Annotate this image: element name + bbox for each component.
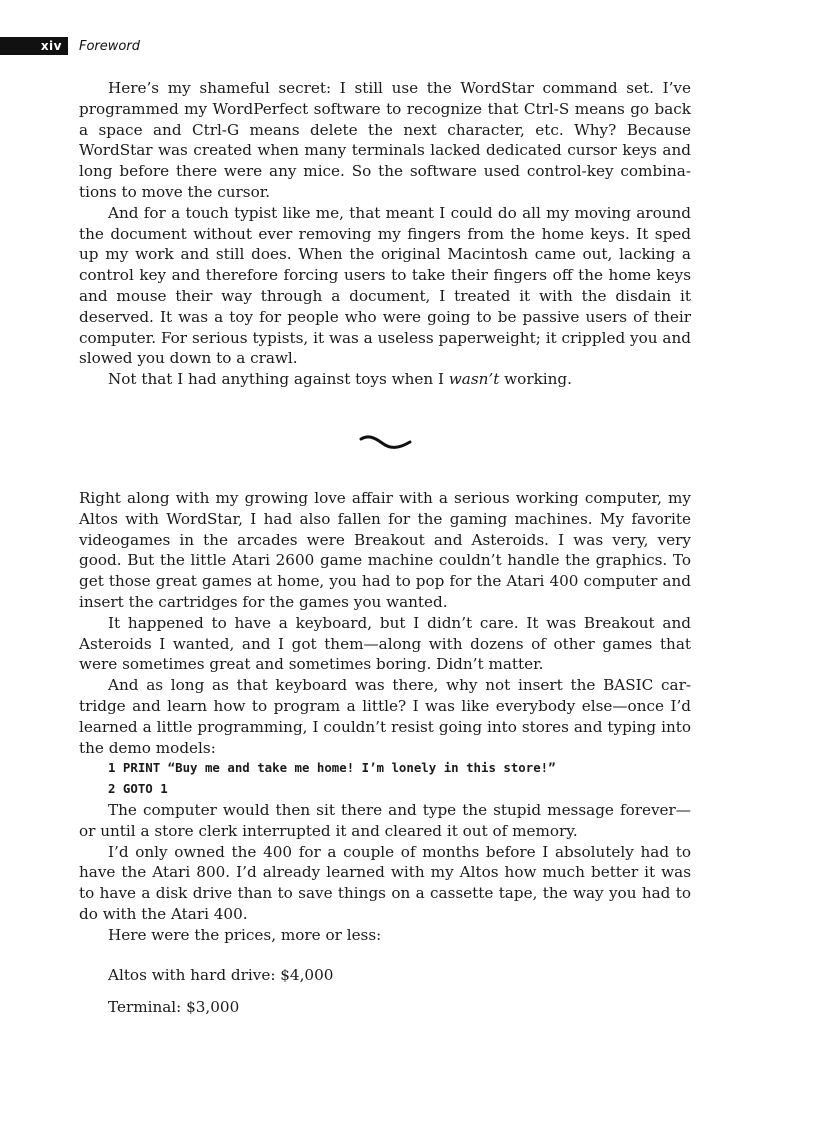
- swash-divider-icon: [358, 433, 414, 451]
- paragraph: Right along with my growing love affair with a serious working computer, my Altos with WordStar, I had also fallen for the gaming machines. My favorite videogames in the arcades were Breakout and Asteroids. I was very, very good. But the little Atari 2600 game machine couldn’t handle the graphics. To get those great games at home, you had to pop for the Atari 400 computer and insert the cartridges for the games you wanted.: [79, 489, 691, 611]
- paragraph: I’d only owned the 400 for a couple of months before I absolutely had to have the Atari 800. I’d already learned with my Altos how much better it was to have a disk drive than to save things on a cassette tape, the way you had to do with the Atari 400.: [79, 842, 691, 923]
- paragraph-text: Not that I had anything against toys when I: [108, 370, 449, 389]
- text-block-2: [79, 488, 691, 946]
- section-title: Foreword: [79, 38, 140, 54]
- code-line: 1 PRINT “Buy me and take me home! I’m lonely in this store!”: [108, 760, 556, 776]
- paragraph: [79, 369, 691, 390]
- running-head: [0, 37, 140, 55]
- paragraph: Here’s my shameful secret: I still use the WordStar command set. I’ve programmed my WordPerfect software to recognize that Ctrl-S means go back a space and Ctrl-G means delete the next character, etc. Why? Because WordStar was created when many terminals lacked dedicated cursor keys and long before there were any mice. So the software used control-key combina-tions to move the cursor.: [79, 79, 691, 201]
- emphasis-text: wasn’t: [448, 370, 500, 389]
- text-block-1: [79, 78, 691, 390]
- paragraph: The computer would then sit there and type the stupid message forever—or until a store clerk interrupted it and cleared it out of memory.: [79, 800, 691, 840]
- page-number: xiv: [0, 37, 68, 55]
- paragraph-text: working.: [499, 370, 572, 389]
- paragraph: And for a touch typist like me, that meant I could do all my moving around the document without ever removing my fingers from the home keys. It sped up my work and still does. When the original Macintosh came out, lacking a control key and therefore forcing users to take their fingers off the home keys and mouse their way through a document, I treated it with the disdain it deserved. It was a toy for people who were going to be passive users of their computer. For serious typists, it was a useless paperweight; it crippled you and slowed you down to a crawl.: [79, 203, 691, 368]
- price-item: Altos with hard drive: $4,000: [108, 966, 334, 984]
- price-item: Terminal: $3,000: [108, 998, 240, 1016]
- code-line: 2 GOTO 1: [108, 781, 168, 797]
- paragraph: It happened to have a keyboard, but I didn’t care. It was Breakout and Asteroids I wanted, and I got them—along with dozens of other games that were sometimes great and sometimes boring. Didn’t matter.: [79, 613, 691, 674]
- paragraph: Here were the prices, more or less:: [108, 925, 382, 944]
- paragraph: And as long as that keyboard was there, why not insert the BASIC car-tridge and learn how to program a little? I was like everybody else—once I’d learned a little programming, I couldn’t resist going into stores and typing into the demo models:: [79, 676, 691, 757]
